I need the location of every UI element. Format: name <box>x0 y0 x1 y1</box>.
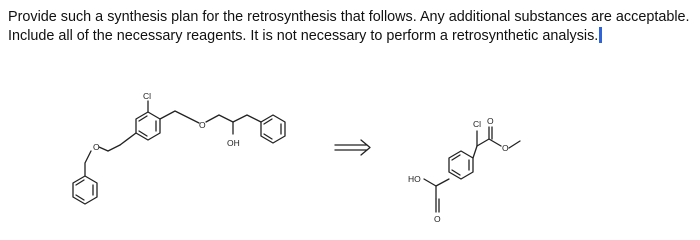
target-phenyl-ring-left <box>73 176 97 204</box>
question-text: Provide such a synthesis plan for the retrosynthesis that follows. Any additional substances are acceptable. Include all of the necessary reagents. It is not necessary to perform a retrosynthetic analysis. <box>8 9 690 44</box>
precursor-methyl-bond <box>509 141 520 148</box>
precursor-ester-oxygen: O <box>502 143 509 153</box>
target-molecule <box>73 91 285 204</box>
precursor-hydroxy: HO <box>408 174 421 184</box>
precursor-molecule <box>408 116 520 224</box>
precursor-chlorophenyl-ring <box>449 151 473 179</box>
precursor-chlorine: Cl <box>473 119 482 129</box>
target-oxygen-left: O <box>93 142 100 152</box>
retrosynthesis-arrow <box>335 140 370 155</box>
target-phenyl-ring-right <box>261 115 285 143</box>
target-benzyl-bond <box>85 151 91 176</box>
target-chlorine: Cl <box>143 91 152 101</box>
target-oxygen-right: O <box>199 120 206 130</box>
target-hydroxyl: OH <box>227 138 240 148</box>
target-chlorophenyl-ring <box>136 112 160 140</box>
target-propyl-chain <box>160 111 199 123</box>
precursor-ketone-oxygen: O <box>434 214 441 224</box>
target-chain-right <box>206 115 261 122</box>
target-ether-bond-left-b <box>108 145 120 151</box>
precursor-ester-carbonyl-oxygen: O <box>487 116 494 126</box>
precursor-cl-bond <box>473 146 477 158</box>
target-ether-bond-left <box>99 147 108 151</box>
precursor-hydroxymethyl-chain <box>424 179 449 186</box>
target-ring-ch2-bond <box>120 133 136 145</box>
precursor-ester-chain <box>477 139 501 146</box>
